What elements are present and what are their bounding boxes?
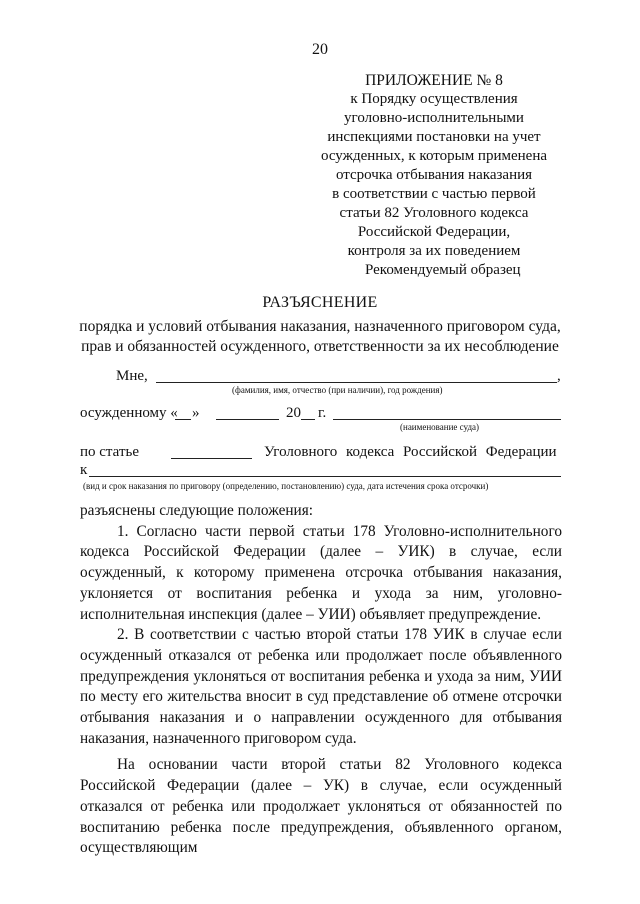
appendix-header [318,71,550,261]
me-label: Мне, [116,368,148,384]
appendix-line: контроля за их поведением [347,243,521,259]
appendix-line: инспекциями постановки на учет [327,129,541,145]
month-blank-line [216,419,279,420]
document-subtitle [60,317,580,357]
appendix-line: к Порядку осуществления [350,91,518,107]
article-blank-line [171,458,252,459]
document-title: РАЗЪЯСНЕНИЕ [262,294,378,311]
name-blank-line [156,382,557,383]
recommended-sample-label: Рекомендуемый образец [365,262,521,278]
paragraph-2: 2. В соответствии с частью второй статьи 178 УИК в случае если осужденный отказался от ребенка или продолжает после объявленного предупреждения уклоняться от воспитания ребенка и ухода за ним, УИИ по месту его жительства вносит в суд представление об отмене отсрочки отбывания наказания и о направлении осужденного для отбывания наказания, назначенного приговором суда. [80,626,562,747]
appendix-line: в соответствии с частью первой [332,186,536,202]
paragraph-3: На основании части второй статьи 82 Уголовного кодекса Российской Федерации (далее – УК) в случае, если осужденный отказался от ребенка или продолжает уклоняться от обязанностей по воспитанию ребенка после предупреждения, объявленного органом, осуществляющим [80,756,562,857]
k-label: к [80,462,88,478]
subtitle-line: порядка и условий отбывания наказания, назначенного приговором суда, [79,318,561,335]
article-label: по статье [80,444,139,460]
appendix-line: Российской Федерации, [357,224,511,240]
year-prefix: 20 [286,405,301,421]
sentence-caption: (вид и срок наказания по приговору (определению, постановлению) суда, дата истечения срока отсрочки) [83,481,489,491]
criminal-code-text: Уголовного кодекса Российской Федерации [264,444,557,460]
subtitle-line: прав и обязанностей осужденного, ответственности за их несоблюдение [81,338,559,355]
intro-line: разъяснены следующие положения: [80,502,314,519]
convicted-label: осужденному « [80,405,178,421]
appendix-title: ПРИЛОЖЕНИЕ № 8 [365,72,503,89]
appendix-line: осужденных, к которым применена [320,148,548,164]
sentence-blank-line [89,476,561,477]
paragraph-1: 1. Согласно части первой статьи 178 Уголовно-исполнительного кодекса Российской Федерации (далее – УИК) в случае, если осужденный, к которому применена отсрочка отбывания наказания, уклоняется от воспитания ребенка и ухода за ним, уголовно-исполнительная инспекция (далее – УИИ) объявляет предупреждение. [80,522,562,623]
me-comma: , [557,368,561,384]
appendix-line: статьи 82 Уголовного кодекса [339,205,529,221]
body-text [80,501,562,859]
court-caption: (наименование суда) [400,422,480,432]
appendix-line: уголовно-исполнительными [344,110,524,126]
page-number: 20 [312,41,328,58]
name-caption: (фамилия, имя, отчество (при наличии), год рождения) [232,385,443,395]
year-suffix: г. [318,405,327,421]
quote-close: » [192,405,200,421]
year-blank-line [301,419,315,420]
appendix-line: отсрочка отбывания наказания [335,167,533,183]
day-blank-line [175,419,191,420]
court-blank-line [333,419,561,420]
